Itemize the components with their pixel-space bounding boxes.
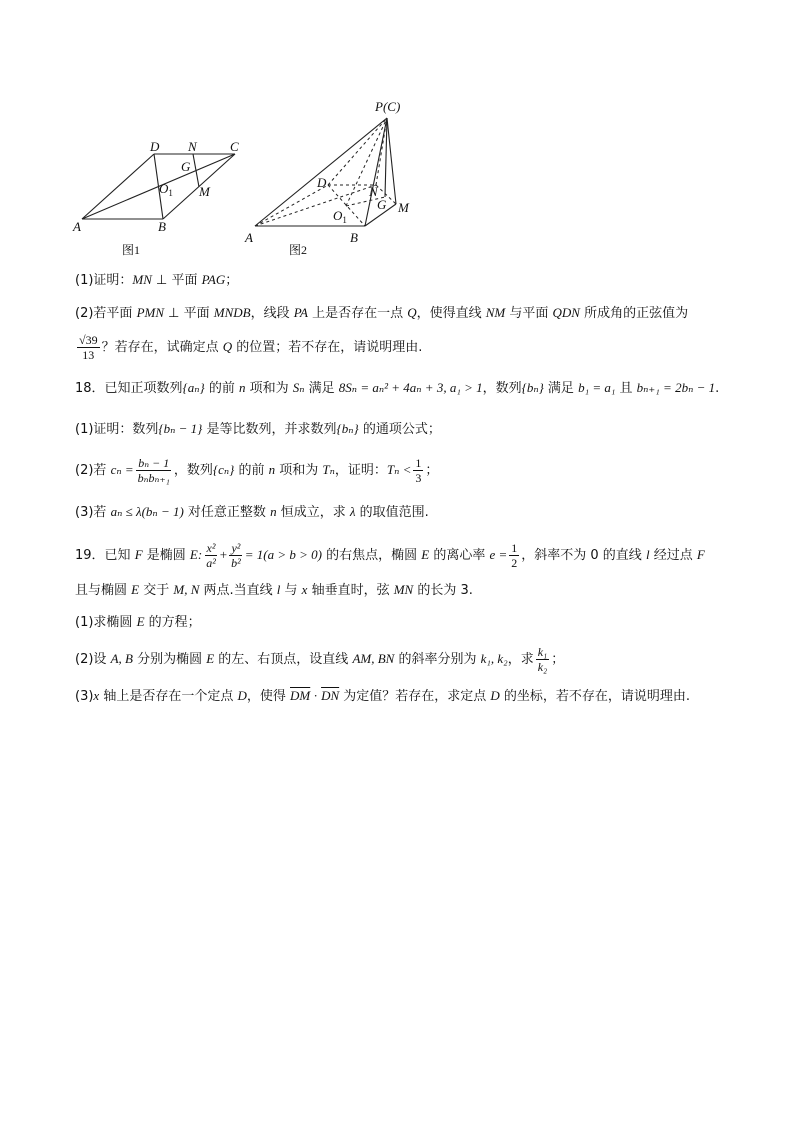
math-plus: + [219,547,228,562]
q18-stem [75,378,719,399]
fig1-label-N: N [188,139,197,154]
vector-DN: $\overline{DN}$ [321,688,340,703]
fraction-half [509,541,519,570]
frac-den: bₙbₙ₊₁ [137,471,170,485]
text: 的左、右顶点，设直线 [214,652,353,667]
text: 对任意正整数 [183,505,271,520]
fraction-sqrt39-over-13 [77,333,100,362]
frac-num: 1 [511,541,518,555]
math-E: E [136,614,145,629]
text: 的取值范围. [355,505,429,520]
text: 且与椭圆 [75,583,132,598]
math-e: e = [489,547,508,562]
fig2-caption: 图2 [289,243,308,257]
text-end: ； [225,273,239,288]
text: 的离心率 [429,548,490,563]
text: ，数列 [173,463,213,478]
frac-num: bₙ − 1 [138,456,170,470]
frac-num: k₁ [537,645,548,659]
text: 的坐标，若不存在，请说明理由. [499,689,691,704]
q18-part1 [75,419,441,440]
text: (2)设 [75,652,111,667]
math-MNDB: MNDB [213,305,251,320]
fig1-label-C: C [230,139,239,154]
frac-den: 3 [415,471,422,485]
math-Tn: Tₙ [322,462,335,477]
math-D: D [490,688,500,703]
math-QDN: QDN [552,305,580,320]
fig1-label-O1: $O_1$ [159,181,173,198]
text: ，斜率不为 0 的直线 [521,548,646,563]
math-F: F [696,547,705,562]
math-MN: M, N [173,582,200,597]
math-AM-BN: AM, BN [352,651,395,666]
text: ； [551,652,565,667]
q17-part1 [75,270,238,291]
text: 的右焦点，椭圆 [321,548,422,563]
text: ⊥ 平面 [164,306,214,321]
math-E: E: [189,547,203,562]
math-k1-k2: k₁, k₂ [480,651,508,666]
fraction-k1-k2 [536,645,550,674]
q19-stem-line1 [75,538,705,573]
math-PAG: PAG [201,272,226,287]
text: 所成角的正弦值为 [579,306,689,321]
text: 的方程； [144,615,201,630]
text: 18．已知正项数列 [75,381,183,396]
frac-num: x² [206,541,216,555]
math-E: E [421,547,430,562]
math-dot: · [310,688,322,703]
frac-num: √39 [79,333,98,347]
text-perp-plane: ⊥ 平面 [151,273,202,288]
q19-part2 [75,642,564,677]
q17-p1-prefix: (1)证明： [75,273,133,288]
fig2-label-N: N [369,184,378,199]
math-AB: A, B [110,651,133,666]
fig1-label-M: M [199,184,210,199]
math-D: D [237,688,247,703]
q19-stem-line2 [75,580,473,601]
math-lambda: λ [349,504,356,519]
text: . [715,381,720,396]
math-n: n [238,380,246,395]
text: 为定值？若存在，求定点 [339,689,491,704]
math-b1: b₁ = a₁ [578,380,616,395]
fig1-label-G: G [181,159,191,174]
frac-num: 1 [415,456,422,470]
math-n: n [268,462,276,477]
fig1-caption: 图1 [122,243,141,257]
text: (2)若平面 [75,306,137,321]
math-seq-an: {aₙ} [182,380,205,395]
math-cn: cₙ = [110,462,134,477]
text: 是椭圆 [142,548,190,563]
math-ineq: Tₙ < [386,462,412,477]
text: 且 [615,381,637,396]
text: ，证明： [334,463,387,478]
math-seq: {bₙ − 1} [158,421,203,436]
math-seq-bn: {bₙ} [521,380,544,395]
fig2-label-O1: $O_1$ [333,208,347,225]
frac-den: a² [206,556,216,570]
text: 轴上是否存在一个定点 [99,689,238,704]
math-E: E [131,582,140,597]
frac-den: b² [231,556,241,570]
text: ？若存在，试确定点 [101,340,223,355]
text: ，线段 [250,306,294,321]
figure-2 [243,96,423,260]
math-MN: MN [132,272,152,287]
fig1-label-D: D [150,139,160,154]
math-seq-cn: {cₙ} [212,462,235,477]
math-l: l [645,547,650,562]
fig2-label-A: A [245,230,253,245]
math-E: E [206,651,215,666]
math-ineq: aₙ ≤ λ(bₙ − 1) [110,504,184,519]
text: 项和为 [275,463,323,478]
math-F: F [134,547,143,562]
text: 上是否存在一点 [307,306,408,321]
q19-part1 [75,612,201,633]
fig1-label-A: A [73,219,81,234]
text: 的位置；若不存在，请说明理由. [232,340,423,355]
fig2-label-G: G [377,197,387,212]
fig1-label-B: B [158,219,166,234]
text: 满足 [304,381,339,396]
math-recurrence: bₙ₊₁ = 2bₙ − 1 [636,380,716,395]
math-Q: Q [407,305,417,320]
math-Sn: Sₙ [292,380,305,395]
figure-1-diagram [70,138,255,260]
text: 轴垂直时，弦 [307,583,394,598]
text: ； [425,463,439,478]
text: 项和为 [245,381,293,396]
frac-num: y² [231,541,241,555]
q17-part2-line2 [75,330,422,365]
math-MN: MN [393,582,414,597]
text: 的斜率分别为 [394,652,481,667]
text: (3) [75,689,94,704]
math-NM: NM [485,305,506,320]
figure-1 [70,138,255,260]
text: 19．已知 [75,548,135,563]
text: 恒成立，求 [276,505,350,520]
text: (1)求椭圆 [75,615,137,630]
text: 满足 [543,381,579,396]
math-eq: = 1(a > b > 0) [244,547,322,562]
math-l: l [276,582,281,597]
q18-part2 [75,453,438,488]
vector-DM: $\overline{DM}$ [290,688,311,703]
text: 经过点 [649,548,697,563]
math-x: x [93,688,100,703]
text: 的前 [204,381,239,396]
figure-2-diagram [243,96,423,260]
math-PA: PA [293,305,308,320]
math-x: x [301,582,308,597]
q18-part3 [75,502,429,523]
text: 的通项公式； [358,422,441,437]
fraction-y2-b2 [229,541,243,570]
text: ，数列 [482,381,522,396]
q19-part3 [75,686,690,707]
text: 是等比数列，并求数列 [202,422,337,437]
text: (3)若 [75,505,111,520]
text: (1)证明：数列 [75,422,159,437]
fraction-one-third [413,456,423,485]
math-equation: 8Sₙ = aₙ² + 4aₙ + 3, a₁ > 1 [338,380,483,395]
frac-den: 2 [511,556,518,570]
fraction-cn [136,456,172,485]
text: 两点.当直线 [199,583,277,598]
text: (2)若 [75,463,111,478]
text: 交于 [139,583,174,598]
math-Q: Q [222,339,233,354]
text: ，求 [507,652,534,667]
text: 的前 [234,463,269,478]
text: 与 [280,583,302,598]
math-n: n [270,504,277,519]
frac-den: 13 [82,348,95,362]
fig2-label-D: D [317,175,327,190]
fig2-label-M: M [398,200,409,215]
text: 与平面 [505,306,553,321]
frac-den: k₂ [537,660,548,674]
q17-part2-line1 [75,303,688,324]
math-PMN: PMN [136,305,165,320]
text: ，使得 [246,689,290,704]
text: 的长为 3. [413,583,473,598]
math-seq-bn: {bₙ} [336,421,359,436]
fig2-label-B: B [350,230,358,245]
text: ，使得直线 [416,306,486,321]
fig2-label-P: P(C) [375,99,401,114]
text: 分别为椭圆 [132,652,207,667]
fraction-x2-a2 [204,541,218,570]
